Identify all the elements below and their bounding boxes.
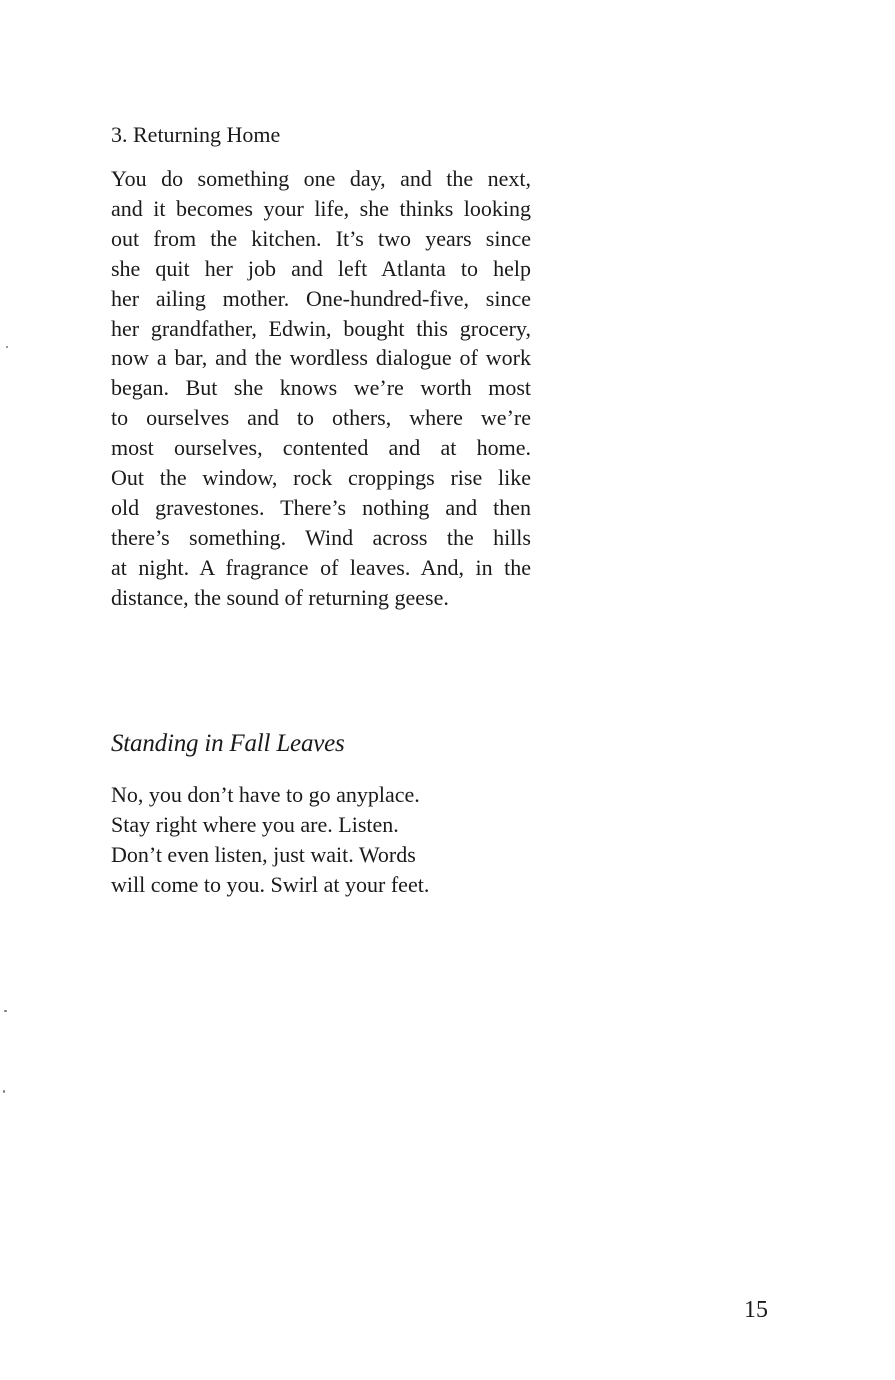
prose-line: now a bar, and the wordless dialogue of work xyxy=(111,345,531,371)
prose-line: most ourselves, contented and at home. xyxy=(111,435,531,461)
scan-speck xyxy=(3,1090,5,1093)
prose-line: her ailing mother. One-hundred-five, since xyxy=(111,285,531,311)
poem-line: No, you don’t have to go anyplace. xyxy=(111,782,420,807)
scan-speck xyxy=(6,346,8,348)
prose-paragraph xyxy=(111,164,531,613)
poem-line: Don’t even listen, just wait. Words xyxy=(111,842,416,867)
prose-line: there’s something. Wind across the hills xyxy=(111,524,531,550)
prose-line: her grandfather, Edwin, bought this grocery, xyxy=(111,315,531,341)
poem-line: will come to you. Swirl at your feet. xyxy=(111,872,430,897)
poem-title: Standing in Fall Leaves xyxy=(111,730,345,757)
prose-line: she quit her job and left Atlanta to help xyxy=(111,255,531,281)
scan-speck xyxy=(4,1010,7,1012)
prose-line: and it becomes your life, she thinks looking xyxy=(111,195,531,221)
prose-line: began. But she knows we’re worth most xyxy=(111,375,531,401)
prose-line: to ourselves and to others, where we’re xyxy=(111,405,531,431)
poem-line: Stay right where you are. Listen. xyxy=(111,812,399,837)
section-heading: 3. Returning Home xyxy=(111,122,281,147)
prose-line: old gravestones. There’s nothing and then xyxy=(111,494,531,520)
prose-line: Out the window, rock croppings rise like xyxy=(111,465,531,491)
prose-line: out from the kitchen. It’s two years since xyxy=(111,225,531,251)
page-number: 15 xyxy=(744,1297,768,1323)
poem-stanza xyxy=(111,780,429,900)
prose-line: at night. A fragrance of leaves. And, in the xyxy=(111,554,531,580)
prose-line: You do something one day, and the next, xyxy=(111,166,531,191)
prose-line: distance, the sound of returning geese. xyxy=(111,584,449,610)
